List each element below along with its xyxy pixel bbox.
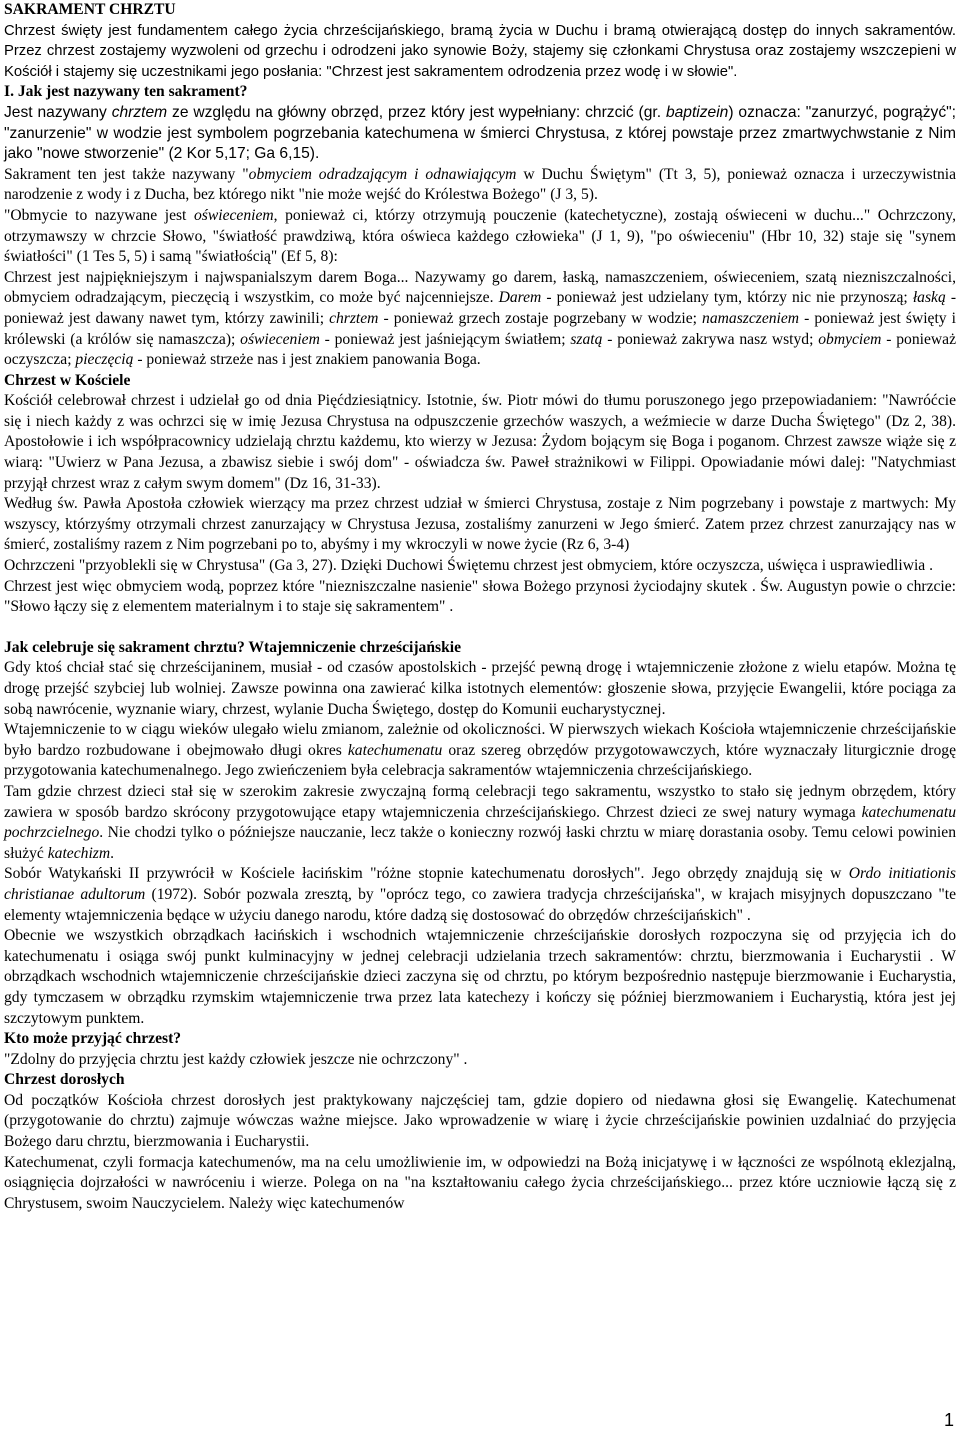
- heading-celebration: Jak celebruje się sakrament chrztu? Wtajemniczenie chrześcijańskie: [4, 638, 462, 656]
- intro-section: [4, 21, 956, 83]
- text-run: ) oznacza: "zanurzyć, pogrążyć"; "zanurzenie" w wodzie jest symbolem pogrzebania katechumena w śmierci Chrystusa, z której powstaje przez zmartwychwstanie z Nim jako "nowe stworzenie" (2 Kor 5,17; Ga 6,15).: [4, 103, 956, 163]
- text-run: "Zdolny do przyjęcia chrztu jest każdy człowiek jeszcze nie ochrzczony" .: [4, 1050, 468, 1068]
- text-run: Ochrzczeni "przyoblekli się w Chrystusa" (Ga 3, 27). Dzięki Duchowi Świętemu chrzest jest obmyciem, które oczyszcza, uświęca i usprawiedliwia .: [4, 557, 934, 575]
- paragraph: [4, 864, 956, 926]
- page-number: 1: [943, 1410, 954, 1430]
- paragraph: [4, 577, 956, 618]
- italic-term: baptizein: [665, 103, 729, 121]
- text-run: , ponieważ ci, którzy otrzymują pouczenie (katechetyczne), zostają oświeceni w duchu..." Ochrzczony, otrzymawszy w chrzcie Słowo, "światłość prawdziwą, która oświeca każdego człowieka" (J 1, 9), "po oświeceniu" (Hbr 10, 32) staje się "synem światłości" (1 Tes 5, 5) i samą "światłością" (Ef 5, 8):: [4, 206, 956, 266]
- paragraph: [4, 494, 956, 556]
- paragraph: [4, 268, 956, 371]
- text-run: .: [110, 844, 115, 862]
- italic-term: obmyciem: [818, 330, 882, 348]
- text-run: . Nie chodzi tylko o późniejsze nauczanie, lecz także o konieczny rozwój łaski chrztu w miarę dorastania osoby. Temu celowi powinien służyć: [4, 824, 956, 862]
- text-run: Chrzest jest najpiękniejszym i najwspanialszym darem Boga... Nazywamy go darem, łaską, namaszczeniem, oświeceniem, szatą niezniszczalności, obmyciem odradzającym, pieczęcią i wszystkim, co może być najcenniejsze.: [4, 268, 956, 307]
- text-run: (1972). Sobór pozwala zresztą, by "oprócz tego, co zawiera tradycja chrześcijańska", w krajach misyjnych dopuszczano "te elementy wtajemniczenia będące w użyciu danego narodu, które dadzą się dostosować do obrzędów chrześcijańskich" .: [4, 885, 956, 924]
- paragraph: [4, 206, 956, 268]
- text-run: Tam gdzie chrzest dzieci stał się w szerokim zakresie zwyczajną formą celebracji tego sakramentu, wszystko to stało się jednym obrzędem, który zawiera w sposób bardzo skrócony przygotowujące etapy wtajemniczenia chrześcijańskiego. Chrzest dzieci ze swej natury wymaga: [4, 782, 956, 821]
- italic-term: łaską: [912, 289, 946, 307]
- text-run: - ponieważ grzech zostaje pogrzebany w wodzie;: [378, 309, 703, 327]
- text-run: Według św. Pawła Apostoła człowiek wierzący ma przez chrzest udział w śmierci Chrystusa, zostaje z Nim pogrzebany i powstaje z martwych: My wszyscy, którzyśmy otrzymali chrzest zanurzający w Chrystusa Jezusa, zostaliśmy zanurzeni w Jego śmierć. Zatem przez chrzest zanurzający nas w śmierć, zostaliśmy razem z Nim pogrzebani po to, abyśmy i my wkroczyli w nowe życie (Rz 6, 3-4): [4, 495, 956, 554]
- text-run: - ponieważ zakrywa nasz wstyd;: [602, 330, 819, 348]
- paragraph: [4, 103, 956, 165]
- text-run: Gdy ktoś chciał stać się chrześcijaninem, musiał - od czasów apostolskich - przejść pewną drogę i wtajemniczenie złożone z wielu etapów. Można tę drogę przejść szybciej lub wolniej. Zawsze powinna ona zawierać kilka istotnych elementów: głoszenie słowa, przyjęcie Ewangelii, które pociąga za sobą nawrócenie, wyznanie wiary, chrzest, wylanie Ducha Świętego, dostęp do Komunii eucharystycznej.: [4, 659, 956, 718]
- text-run: oraz szereg obrzędów przygotowawczych, które wyznaczały liturgicznie drogę przygotowania katechumenalnego. Jego zwieńczeniem była celebracja sakramentów wtajemniczenia chrześcijańskiego.: [4, 741, 956, 780]
- heading-who-can-receive: Kto może przyjąć chrzest?: [4, 1030, 182, 1048]
- heading-baptism-in-church: Chrzest w Kościele: [4, 371, 131, 389]
- italic-term: obmyciem odradzającym i odnawiającym: [248, 165, 517, 183]
- heading-name-of-sacrament: I. Jak jest nazywany ten sakrament?: [4, 83, 248, 101]
- text-run: ze względu na główny obrzęd, przez który jest wypełniany: chrzcić (gr.: [167, 103, 666, 121]
- section-celebration: [4, 658, 956, 1029]
- text-run: Kościół celebrował chrzest i udzielał go od dnia Pięćdziesiątnicy. Istotnie, św. Piotr mówi do tłumu poruszonego jego przepowiadaniem: "Nawróćcie się i niech każdy z was ochrzci się w imię Jezusa Chrystusa na odpuszczenie grzechów waszych, a weźmiecie w darze Ducha Świętego" (Dz 2, 38). Apostołowie i ich współpracownicy udzielają chrztu każdemu, kto wierzy w Jezusa: Żydom bojącym się Boga i poganom. Chrzest zawsze wiąże się z wiarą: "Uwierz w Pana Jezusa, a zbawisz siebie i swój dom" - oświadcza św. Paweł strażnikowi w Filippi. Opowiadanie mówi dalej: "Natychmiast przyjął chrzest wraz z całym swym domem" (Dz 16, 31-33).: [4, 392, 956, 492]
- italic-term: Ordo initiationis christianae adultorum: [4, 865, 957, 903]
- text-run: "Obmycie to nazywane jest: [4, 206, 194, 224]
- paragraph: [4, 1050, 956, 1071]
- text-run: - ponieważ jest jaśniejącym światłem;: [319, 330, 571, 348]
- italic-term: namaszczeniem: [702, 309, 800, 327]
- paragraph: [4, 21, 956, 83]
- italic-term: katechumenatu pochrzcielnego: [4, 803, 956, 842]
- text-run: Sobór Watykański II przywrócił w Kościele łacińskim "różne stopnie katechumenatu dorosłych". Jego obrzędy znajdują się w: [4, 865, 849, 883]
- text-run: - ponieważ jest dawany nawet tym, którzy zawinili;: [4, 289, 957, 327]
- italic-term: chrztem: [111, 103, 168, 121]
- italic-term: katechizm: [47, 844, 111, 862]
- text-run: Katechumenat, czyli formacja katechumenów, ma na celu umożliwienie im, w odpowiedzi na Bożą inicjatywę i w łączności ze wspólnotą eklezjalną, osiągnięcia dojrzałości w nawróceniu i wierze. Polega on na "na kształtowaniu całego życia chrześcijańskiego... przez które uczniowie łączą się z Chrystusem, swoim Nauczycielem. Należy więc katechumenów: [4, 1153, 956, 1212]
- document-page: [4, 0, 956, 1214]
- document-title: SAKRAMENT CHRZTU: [4, 1, 176, 18]
- paragraph: [4, 556, 956, 577]
- italic-term: Darem: [498, 289, 542, 307]
- section-baptism-in-church: [4, 391, 956, 618]
- paragraph: [4, 165, 956, 206]
- text-run: Jest nazywany: [4, 103, 112, 121]
- paragraph: [4, 658, 956, 720]
- italic-term: pieczęcią: [75, 351, 134, 369]
- paragraph: [4, 720, 956, 782]
- text-run: Chrzest święty jest fundamentem całego życia chrześcijańskiego, bramą życia w Duchu i bramą otwierającą dostęp do innych sakramentów. Przez chrzest zostajemy wyzwoleni od grzechu i odrodzeni jako synowie Boży, stajemy się członkami Chrystusa oraz zostajemy wszczepieni w Kościół i stajemy się uczestnikami jego posłania: "Chrzest jest sakramentem odrodzenia przez wodę i w słowie".: [4, 22, 956, 80]
- text-run: w Duchu Świętym" (Tt 3, 5), ponieważ oznacza i urzeczywistnia narodzenie z wody i z Ducha, bez którego nikt "nie może wejść do Królestwa Bożego" (J 3, 5).: [4, 165, 956, 204]
- italic-term: szatą: [570, 330, 603, 348]
- paragraph: [4, 1153, 956, 1215]
- text-run: Od początków Kościoła chrzest dorosłych jest praktykowany najczęściej tam, gdzie dopiero od niedawna głosi się Ewangelię. Katechumenat (przygotowanie do chrztu) zajmuje wówczas ważne miejsce. Jako wprowadzenie w wiarę i życie chrześcijańskie powinien uzdalniać do przyjęcia Bożego daru chrztu, bierzmowania i Eucharystii.: [4, 1091, 956, 1151]
- text-run: Obecnie we wszystkich obrządkach łacińskich i wschodnich wtajemniczenie chrześcijańskie dorosłych rozpoczyna się od przyjęcia ich do katechumenatu i osiąga swój punkt kulminacyjny w jednej celebracji udzielania trzech sakramentów: chrztu, bierzmowania i Eucharystii . W obrządkach wschodnich wtajemniczenie chrześcijańskie dzieci zaczyna się od chrztu, po którym bezpośrednio następuje bierzmowanie i Eucharystia, gdy tymczasem w obrządku rzymskim wtajemniczenie trwa przez lata katechezy i kończy się później bierzmowaniem i Eucharystią, która jest jej szczytowym punktem.: [4, 927, 956, 1027]
- section-adult-baptism: [4, 1091, 956, 1215]
- text-run: - ponieważ strzeże nas i jest znakiem panowania Boga.: [133, 351, 481, 369]
- italic-term: chrztem: [329, 309, 379, 327]
- text-run: Chrzest jest więc obmyciem wodą, poprzez które "niezniszczalne nasienie" słowa Bożego przynosi życiodajny skutek . Św. Augustyn powie o chrzcie: "Słowo łączy się z elementem materialnym i to staje się sakramentem" .: [4, 577, 956, 616]
- paragraph: [4, 391, 956, 494]
- text-run: - ponieważ oczyszcza;: [4, 330, 956, 369]
- section-name-of-sacrament: [4, 103, 956, 371]
- section-who-can-receive: [4, 1050, 956, 1071]
- italic-term: katechumenatu: [347, 741, 443, 759]
- text-run: - ponieważ jest udzielany tym, którzy nic nie przynoszą;: [541, 289, 913, 307]
- text-run: - ponieważ jest święty i królewski (a królów się namaszcza);: [4, 309, 956, 348]
- paragraph: [4, 782, 956, 864]
- italic-term: oświeceniem: [240, 330, 320, 348]
- italic-term: oświeceniem: [193, 206, 274, 224]
- paragraph: [4, 1091, 956, 1153]
- text-run: Wtajemniczenie to w ciągu wieków ulegało wielu zmianom, zależnie od okoliczności. W pierwszych wiekach Kościoła wtajemniczenie chrześcijańskie było bardzo rozbudowane i obejmowało długi okres: [4, 721, 956, 759]
- paragraph: [4, 926, 956, 1029]
- heading-adult-baptism: Chrzest dorosłych: [4, 1071, 125, 1089]
- spacer: [4, 618, 956, 638]
- text-run: Sakrament ten jest także nazywany ": [4, 165, 249, 183]
